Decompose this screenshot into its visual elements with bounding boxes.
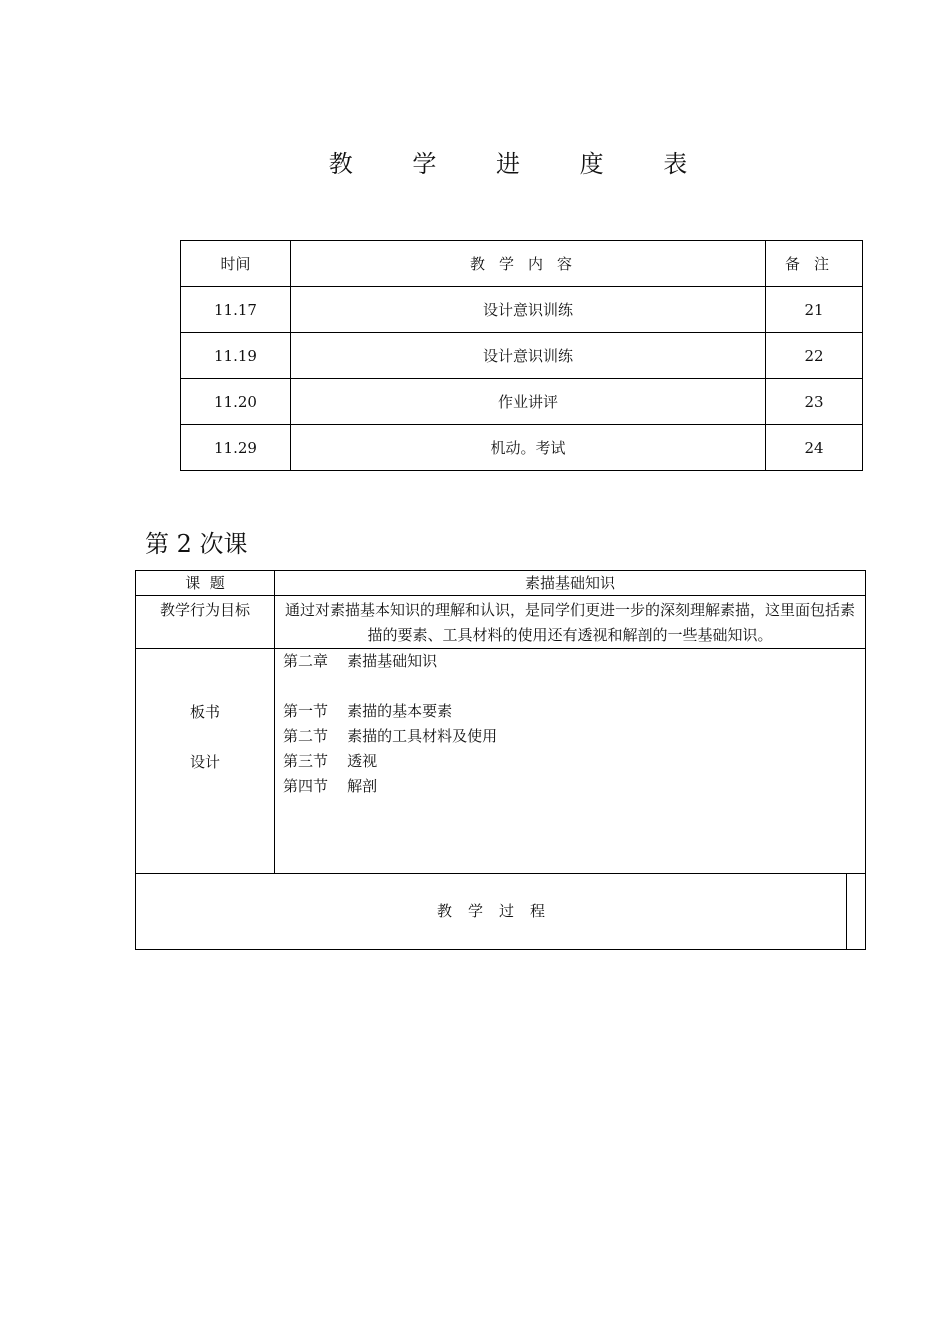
row-time: 11.29 [181,425,291,471]
process-row [136,874,866,950]
goal-text: 通过对素描基本知识的理解和认识，是同学们更进一步的深刻理解素描，这里面包括素描的要素、工具材料的使用还有透视和解剖的一些基础知识。 [284,601,855,644]
goal-row [136,596,866,649]
process-label: 教学过程 [436,902,561,920]
page-title: 教 学 进 度 表 [328,150,714,178]
header-content: 教学内容 [291,241,766,287]
header-time: 时间 [181,241,291,287]
row-note: 21 [766,287,863,333]
board-line: 第二章 素描基础知识 [283,652,438,670]
topic-label: 课 题 [136,571,275,596]
topic-value: 素描基础知识 [275,571,866,596]
board-label-cell [136,649,275,874]
table-row [181,379,863,425]
process-side-column [846,874,865,949]
board-line: 第二节 素描的工具材料及使用 [283,727,498,745]
goal-cell [275,596,866,649]
board-line: 第四节 解剖 [283,777,378,795]
row-content: 设计意识训练 [291,287,766,333]
goal-label: 教学行为目标 [136,596,275,649]
schedule-header-row [181,241,863,287]
board-line: 第一节 素描的基本要素 [283,702,453,720]
row-time: 11.20 [181,379,291,425]
schedule-table [180,240,863,471]
board-line [283,674,857,699]
process-cell [136,874,866,950]
board-row [136,649,866,874]
row-content: 机动。考试 [291,425,766,471]
row-note: 22 [766,333,863,379]
lesson-plan-table [135,570,866,950]
row-content: 设计意识训练 [291,333,766,379]
row-note: 24 [766,425,863,471]
board-label-2: 设计 [189,753,220,771]
row-time: 11.19 [181,333,291,379]
row-note: 23 [766,379,863,425]
board-label-1: 板书 [189,703,220,721]
table-row [181,287,863,333]
table-row [181,425,863,471]
board-content [275,649,866,874]
row-content: 作业讲评 [291,379,766,425]
board-line: 第三节 透视 [283,752,378,770]
table-row [181,333,863,379]
row-time: 11.17 [181,287,291,333]
topic-row [136,571,866,596]
lesson-heading: 第 2 次课 [145,530,248,558]
header-note: 备注 [766,241,863,287]
